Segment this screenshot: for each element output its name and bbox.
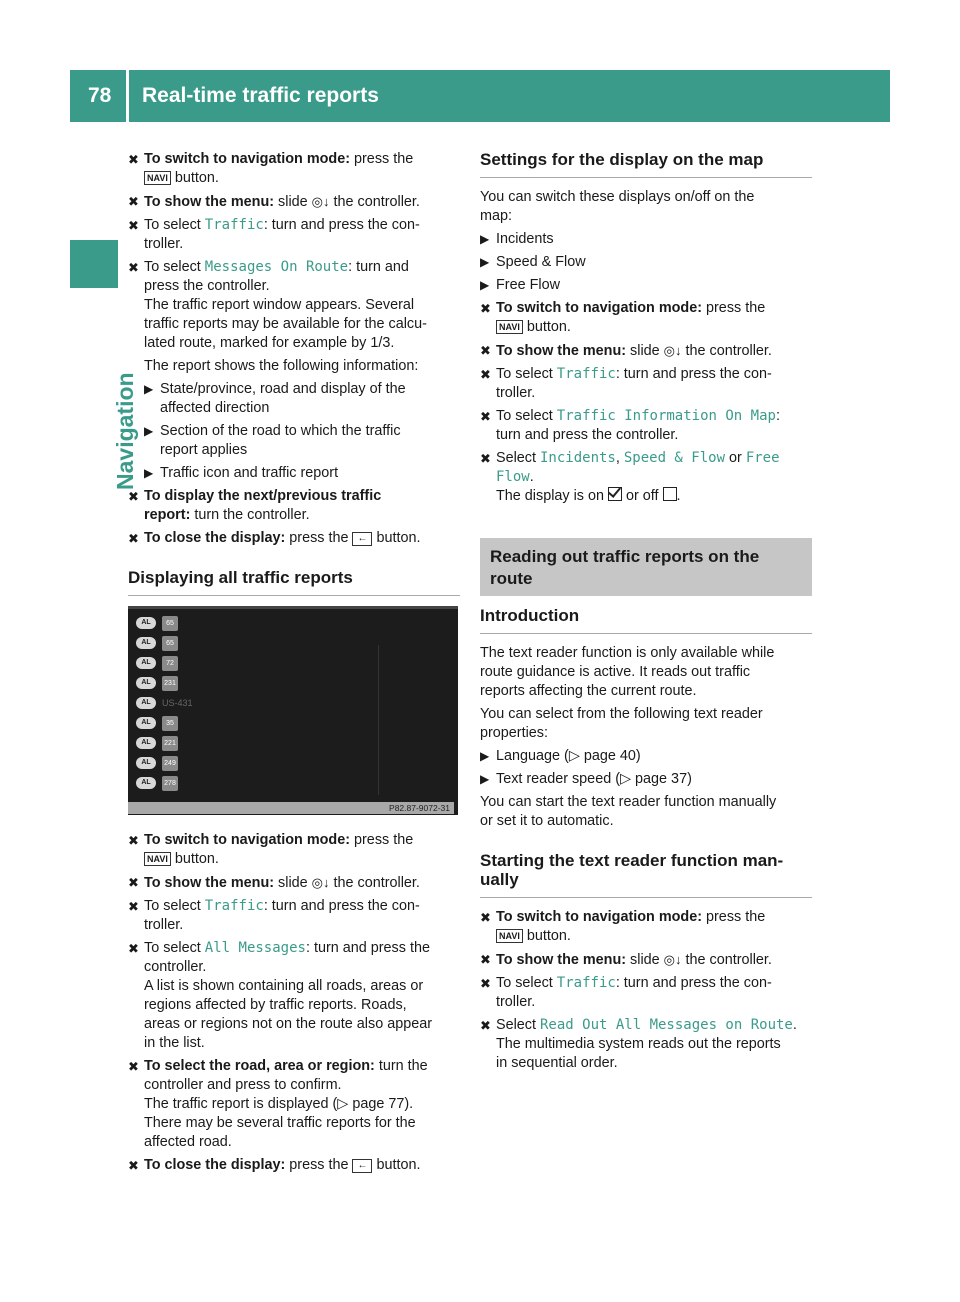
step: ✖ Select Read Out All Messages on Route. The multimedia system reads out the reports in sequential order. (480, 1017, 797, 1071)
controller-slide-icon: ◎↓ (311, 194, 330, 209)
figure-row: AL 249 (136, 755, 178, 771)
section-heading: Starting the text reader function man- ually (480, 851, 812, 898)
step: ✖ To select Messages On Route: turn and press the controller. The traffic report window appears. Several traffic reports may be available for the calcu- lated route, marked for example by 1/3. (128, 259, 427, 351)
list-item: ▶ Section of the road to which the traffic report applies (144, 423, 401, 458)
paragraph: You can start the text reader function manually or set it to automatic. (480, 794, 777, 829)
step-arrow-icon: ✖ (480, 1018, 491, 1033)
figure-row: AL 72 (136, 655, 178, 671)
step-arrow-icon: ✖ (480, 451, 491, 466)
paragraph: You can select from the following text reader properties: (480, 706, 763, 741)
bullet-icon: ▶ (144, 382, 154, 396)
step-arrow-icon: ✖ (480, 367, 491, 382)
back-button-icon: ← (352, 1159, 372, 1173)
figure-row: AL 278 (136, 775, 178, 791)
paragraph: The report shows the following information: (144, 358, 419, 374)
list-item: ▶ State/province, road and display of the affected direction (144, 381, 406, 416)
step-arrow-icon: ✖ (480, 976, 491, 991)
traffic-reports-screenshot (128, 606, 458, 815)
navi-button-icon: NAVI (144, 171, 171, 185)
step: ✖ To show the menu: slide ◎↓ the controller. (480, 952, 772, 968)
checkbox-checked-icon (608, 487, 622, 501)
step: ✖ To select Traffic Information On Map: turn and press the controller. (480, 408, 780, 443)
step-arrow-icon: ✖ (128, 489, 139, 504)
bullet-icon: ▶ (480, 749, 490, 763)
figure-row: AL 35 (136, 715, 178, 731)
step-arrow-icon: ✖ (128, 899, 139, 914)
step: ✖ To display the next/previous traffic report: turn the controller. (128, 488, 382, 523)
paragraph: You can switch these displays on/off on the map: (480, 189, 755, 224)
bullet-icon: ▶ (144, 424, 154, 438)
step-arrow-icon: ✖ (480, 343, 491, 358)
figure-side-panel (378, 645, 449, 795)
step: ✖ To switch to navigation mode: press the NAVI button. (128, 832, 414, 867)
side-tab-marker (70, 240, 118, 288)
figure-row: AL 231 (136, 675, 178, 691)
list-item: ▶ Language (▷ page 40) (480, 748, 641, 764)
step-arrow-icon: ✖ (480, 301, 491, 316)
menu-item-traffic: Traffic (204, 898, 264, 914)
step: ✖ To select Traffic: turn and press the con- troller. (480, 366, 772, 401)
menu-item-traffic: Traffic (556, 975, 616, 991)
step: ✖ Select Incidents, Speed & Flow or Free Flow. The display is on or off . (480, 450, 780, 504)
step: ✖ To select Traffic: turn and press the con- troller. (480, 975, 772, 1010)
step-arrow-icon: ✖ (128, 1158, 139, 1173)
bullet-icon: ▶ (480, 255, 490, 269)
navi-button-icon: NAVI (496, 929, 523, 943)
step-arrow-icon: ✖ (480, 910, 491, 925)
menu-item-messages-on-route: Messages On Route (204, 259, 349, 275)
step-arrow-icon: ✖ (128, 941, 139, 956)
page-number: 78 (88, 84, 112, 107)
side-tab-label: Navigation (112, 372, 138, 490)
step: ✖ To switch to navigation mode: press the NAVI button. (480, 300, 766, 335)
menu-item-traffic-information-on-map: Traffic Information On Map (556, 408, 776, 424)
step: ✖ To switch to navigation mode: press the NAVI button. (128, 151, 414, 186)
step: ✖ To select Traffic: turn and press the con- troller. (128, 217, 420, 252)
bullet-icon: ▶ (144, 466, 154, 480)
menu-item-free-flow: Free (745, 450, 780, 466)
figure-row: AL 65 (136, 635, 178, 651)
section-box-heading: Reading out traffic reports on the route (480, 538, 812, 596)
step-arrow-icon: ✖ (480, 952, 491, 967)
step: ✖ To close the display: press the ← button. (128, 530, 421, 546)
controller-slide-icon: ◎↓ (311, 875, 330, 890)
bullet-icon: ▶ (480, 772, 490, 786)
bullet-icon: ▶ (480, 278, 490, 292)
step: ✖ To show the menu: slide ◎↓ the controller. (128, 875, 420, 891)
back-button-icon: ← (352, 532, 372, 546)
step-arrow-icon: ✖ (128, 833, 139, 848)
figure-caption: P82.87-9072-31 (128, 802, 454, 814)
navi-button-icon: NAVI (496, 320, 523, 334)
menu-item-traffic: Traffic (556, 366, 616, 382)
header-divider (126, 70, 129, 122)
step: ✖ To select the road, area or region: turn the controller and press to confirm. The traffic report is displayed (▷ page 77). There may be several traffic reports for the affected road. (128, 1058, 428, 1150)
figure-row: AL 65 (136, 615, 178, 631)
list-item: ▶ Incidents (480, 231, 554, 247)
step: ✖ To show the menu: slide ◎↓ the controller. (128, 194, 420, 210)
list-item: ▶ Text reader speed (▷ page 37) (480, 771, 692, 787)
step-arrow-icon: ✖ (128, 218, 139, 233)
step-arrow-icon: ✖ (480, 409, 491, 424)
right-column (480, 150, 812, 1077)
section-heading: Introduction (480, 606, 812, 634)
menu-item-free-flow-cont: Flow (496, 469, 530, 485)
menu-item-read-out-all-messages: Read Out All Messages on Route (540, 1017, 793, 1033)
menu-item-all-messages: All Messages (204, 940, 306, 956)
step: ✖ To close the display: press the ← button. (128, 1157, 421, 1173)
step: ✖ To select All Messages: turn and press the controller. A list is shown containing all roads, areas or regions affected by traffic reports. Roads, areas or regions not on the route also appear in the list. (128, 940, 433, 1051)
step-arrow-icon: ✖ (128, 531, 139, 546)
menu-item-speed-flow: Speed & Flow (623, 450, 726, 466)
step-arrow-icon: ✖ (128, 1059, 139, 1074)
step-arrow-icon: ✖ (128, 152, 139, 167)
paragraph: The text reader function is only available while route guidance is active. It reads out traffic reports affecting the current route. (480, 645, 775, 699)
checkbox-unchecked-icon (663, 487, 677, 501)
navi-button-icon: NAVI (144, 852, 171, 866)
step-arrow-icon: ✖ (128, 875, 139, 890)
figure-row: AL 221 (136, 735, 178, 751)
section-heading: Displaying all traffic reports (128, 568, 460, 596)
step: ✖ To show the menu: slide ◎↓ the controller. (480, 343, 772, 359)
left-column (128, 150, 460, 1179)
list-item: ▶ Speed & Flow (480, 254, 586, 270)
step: ✖ To switch to navigation mode: press the NAVI button. (480, 909, 766, 944)
list-item: ▶ Free Flow (480, 277, 560, 293)
controller-slide-icon: ◎↓ (663, 952, 682, 967)
list-item: ▶ Traffic icon and traffic report (144, 465, 339, 481)
menu-item-incidents: Incidents (540, 450, 616, 466)
menu-item-traffic: Traffic (204, 217, 264, 233)
step-arrow-icon: ✖ (128, 194, 139, 209)
section-heading: Settings for the display on the map (480, 150, 812, 178)
step-arrow-icon: ✖ (128, 260, 139, 275)
page-title: Real-time traffic reports (142, 84, 379, 107)
bullet-icon: ▶ (480, 232, 490, 246)
controller-slide-icon: ◎↓ (663, 343, 682, 358)
step: ✖ To select Traffic: turn and press the con- troller. (128, 898, 420, 933)
figure-row: AL US-431 (136, 695, 193, 711)
